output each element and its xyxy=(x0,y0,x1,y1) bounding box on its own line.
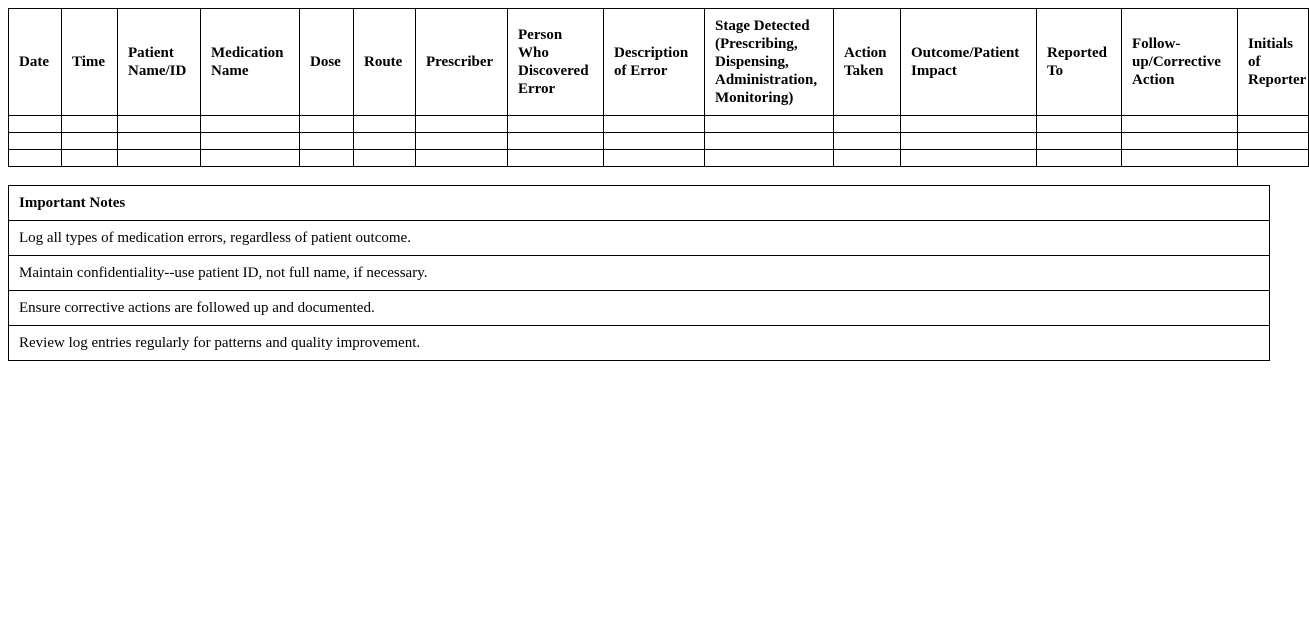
table-cell[interactable] xyxy=(1238,133,1309,150)
table-cell[interactable] xyxy=(604,116,705,133)
col-header-discovered-by: Person Who Discovered Error xyxy=(508,9,604,116)
table-cell[interactable] xyxy=(9,116,62,133)
col-header-reported-to: Reported To xyxy=(1037,9,1122,116)
table-cell[interactable] xyxy=(416,150,508,167)
table-cell[interactable] xyxy=(1122,116,1238,133)
note-row xyxy=(9,256,1270,291)
table-cell[interactable] xyxy=(416,133,508,150)
table-cell[interactable] xyxy=(901,133,1037,150)
table-cell[interactable] xyxy=(201,150,300,167)
col-header-time: Time xyxy=(62,9,118,116)
table-cell[interactable] xyxy=(62,150,118,167)
col-header-dose: Dose xyxy=(300,9,354,116)
col-header-prescriber: Prescriber xyxy=(416,9,508,116)
note-item: Log all types of medication errors, regardless of patient outcome. xyxy=(9,221,1270,256)
note-row xyxy=(9,221,1270,256)
table-cell[interactable] xyxy=(1037,150,1122,167)
log-body xyxy=(9,116,1309,167)
table-cell[interactable] xyxy=(508,150,604,167)
table-cell[interactable] xyxy=(604,150,705,167)
col-header-medication: Medication Name xyxy=(201,9,300,116)
table-cell[interactable] xyxy=(62,133,118,150)
note-item: Review log entries regularly for patterns and quality improvement. xyxy=(9,326,1270,361)
table-cell[interactable] xyxy=(300,150,354,167)
log-table xyxy=(8,8,1309,167)
note-row xyxy=(9,291,1270,326)
table-cell[interactable] xyxy=(834,116,901,133)
table-cell[interactable] xyxy=(834,133,901,150)
table-cell[interactable] xyxy=(201,116,300,133)
table-cell[interactable] xyxy=(354,150,416,167)
table-cell[interactable] xyxy=(9,150,62,167)
table-cell[interactable] xyxy=(604,133,705,150)
col-header-outcome: Outcome/Patient Impact xyxy=(901,9,1037,116)
table-cell[interactable] xyxy=(201,133,300,150)
col-header-follow-up: Follow-up/Corrective Action xyxy=(1122,9,1238,116)
notes-title: Important Notes xyxy=(9,186,1270,221)
note-row xyxy=(9,326,1270,361)
table-cell[interactable] xyxy=(834,150,901,167)
col-header-description: Description of Error xyxy=(604,9,705,116)
table-cell[interactable] xyxy=(705,150,834,167)
col-header-initials: Initials of Reporter xyxy=(1238,9,1309,116)
col-header-stage: Stage Detected (Prescribing, Dispensing, Administration, Monitoring) xyxy=(705,9,834,116)
notes-header-row xyxy=(9,186,1270,221)
table-cell[interactable] xyxy=(705,133,834,150)
table-cell[interactable] xyxy=(118,133,201,150)
col-header-route: Route xyxy=(354,9,416,116)
table-cell[interactable] xyxy=(62,116,118,133)
table-row xyxy=(9,116,1309,133)
table-row xyxy=(9,150,1309,167)
table-cell[interactable] xyxy=(300,116,354,133)
table-cell[interactable] xyxy=(1122,133,1238,150)
table-cell[interactable] xyxy=(1122,150,1238,167)
col-header-date: Date xyxy=(9,9,62,116)
table-cell[interactable] xyxy=(1238,150,1309,167)
col-header-patient: Patient Name/ID xyxy=(118,9,201,116)
table-cell[interactable] xyxy=(354,133,416,150)
table-cell[interactable] xyxy=(901,150,1037,167)
note-item: Ensure corrective actions are followed up and documented. xyxy=(9,291,1270,326)
table-cell[interactable] xyxy=(354,116,416,133)
table-cell[interactable] xyxy=(508,116,604,133)
table-row xyxy=(9,133,1309,150)
table-cell[interactable] xyxy=(1037,116,1122,133)
table-cell[interactable] xyxy=(1037,133,1122,150)
table-cell[interactable] xyxy=(118,116,201,133)
notes-table xyxy=(8,185,1270,361)
important-notes xyxy=(8,185,1270,361)
medication-error-log xyxy=(8,8,1307,167)
table-cell[interactable] xyxy=(1238,116,1309,133)
log-header-row xyxy=(9,9,1309,116)
table-cell[interactable] xyxy=(705,116,834,133)
table-cell[interactable] xyxy=(508,133,604,150)
col-header-action: Action Taken xyxy=(834,9,901,116)
table-cell[interactable] xyxy=(901,116,1037,133)
table-cell[interactable] xyxy=(416,116,508,133)
table-cell[interactable] xyxy=(9,133,62,150)
table-cell[interactable] xyxy=(300,133,354,150)
table-cell[interactable] xyxy=(118,150,201,167)
note-item: Maintain confidentiality--use patient ID, not full name, if necessary. xyxy=(9,256,1270,291)
